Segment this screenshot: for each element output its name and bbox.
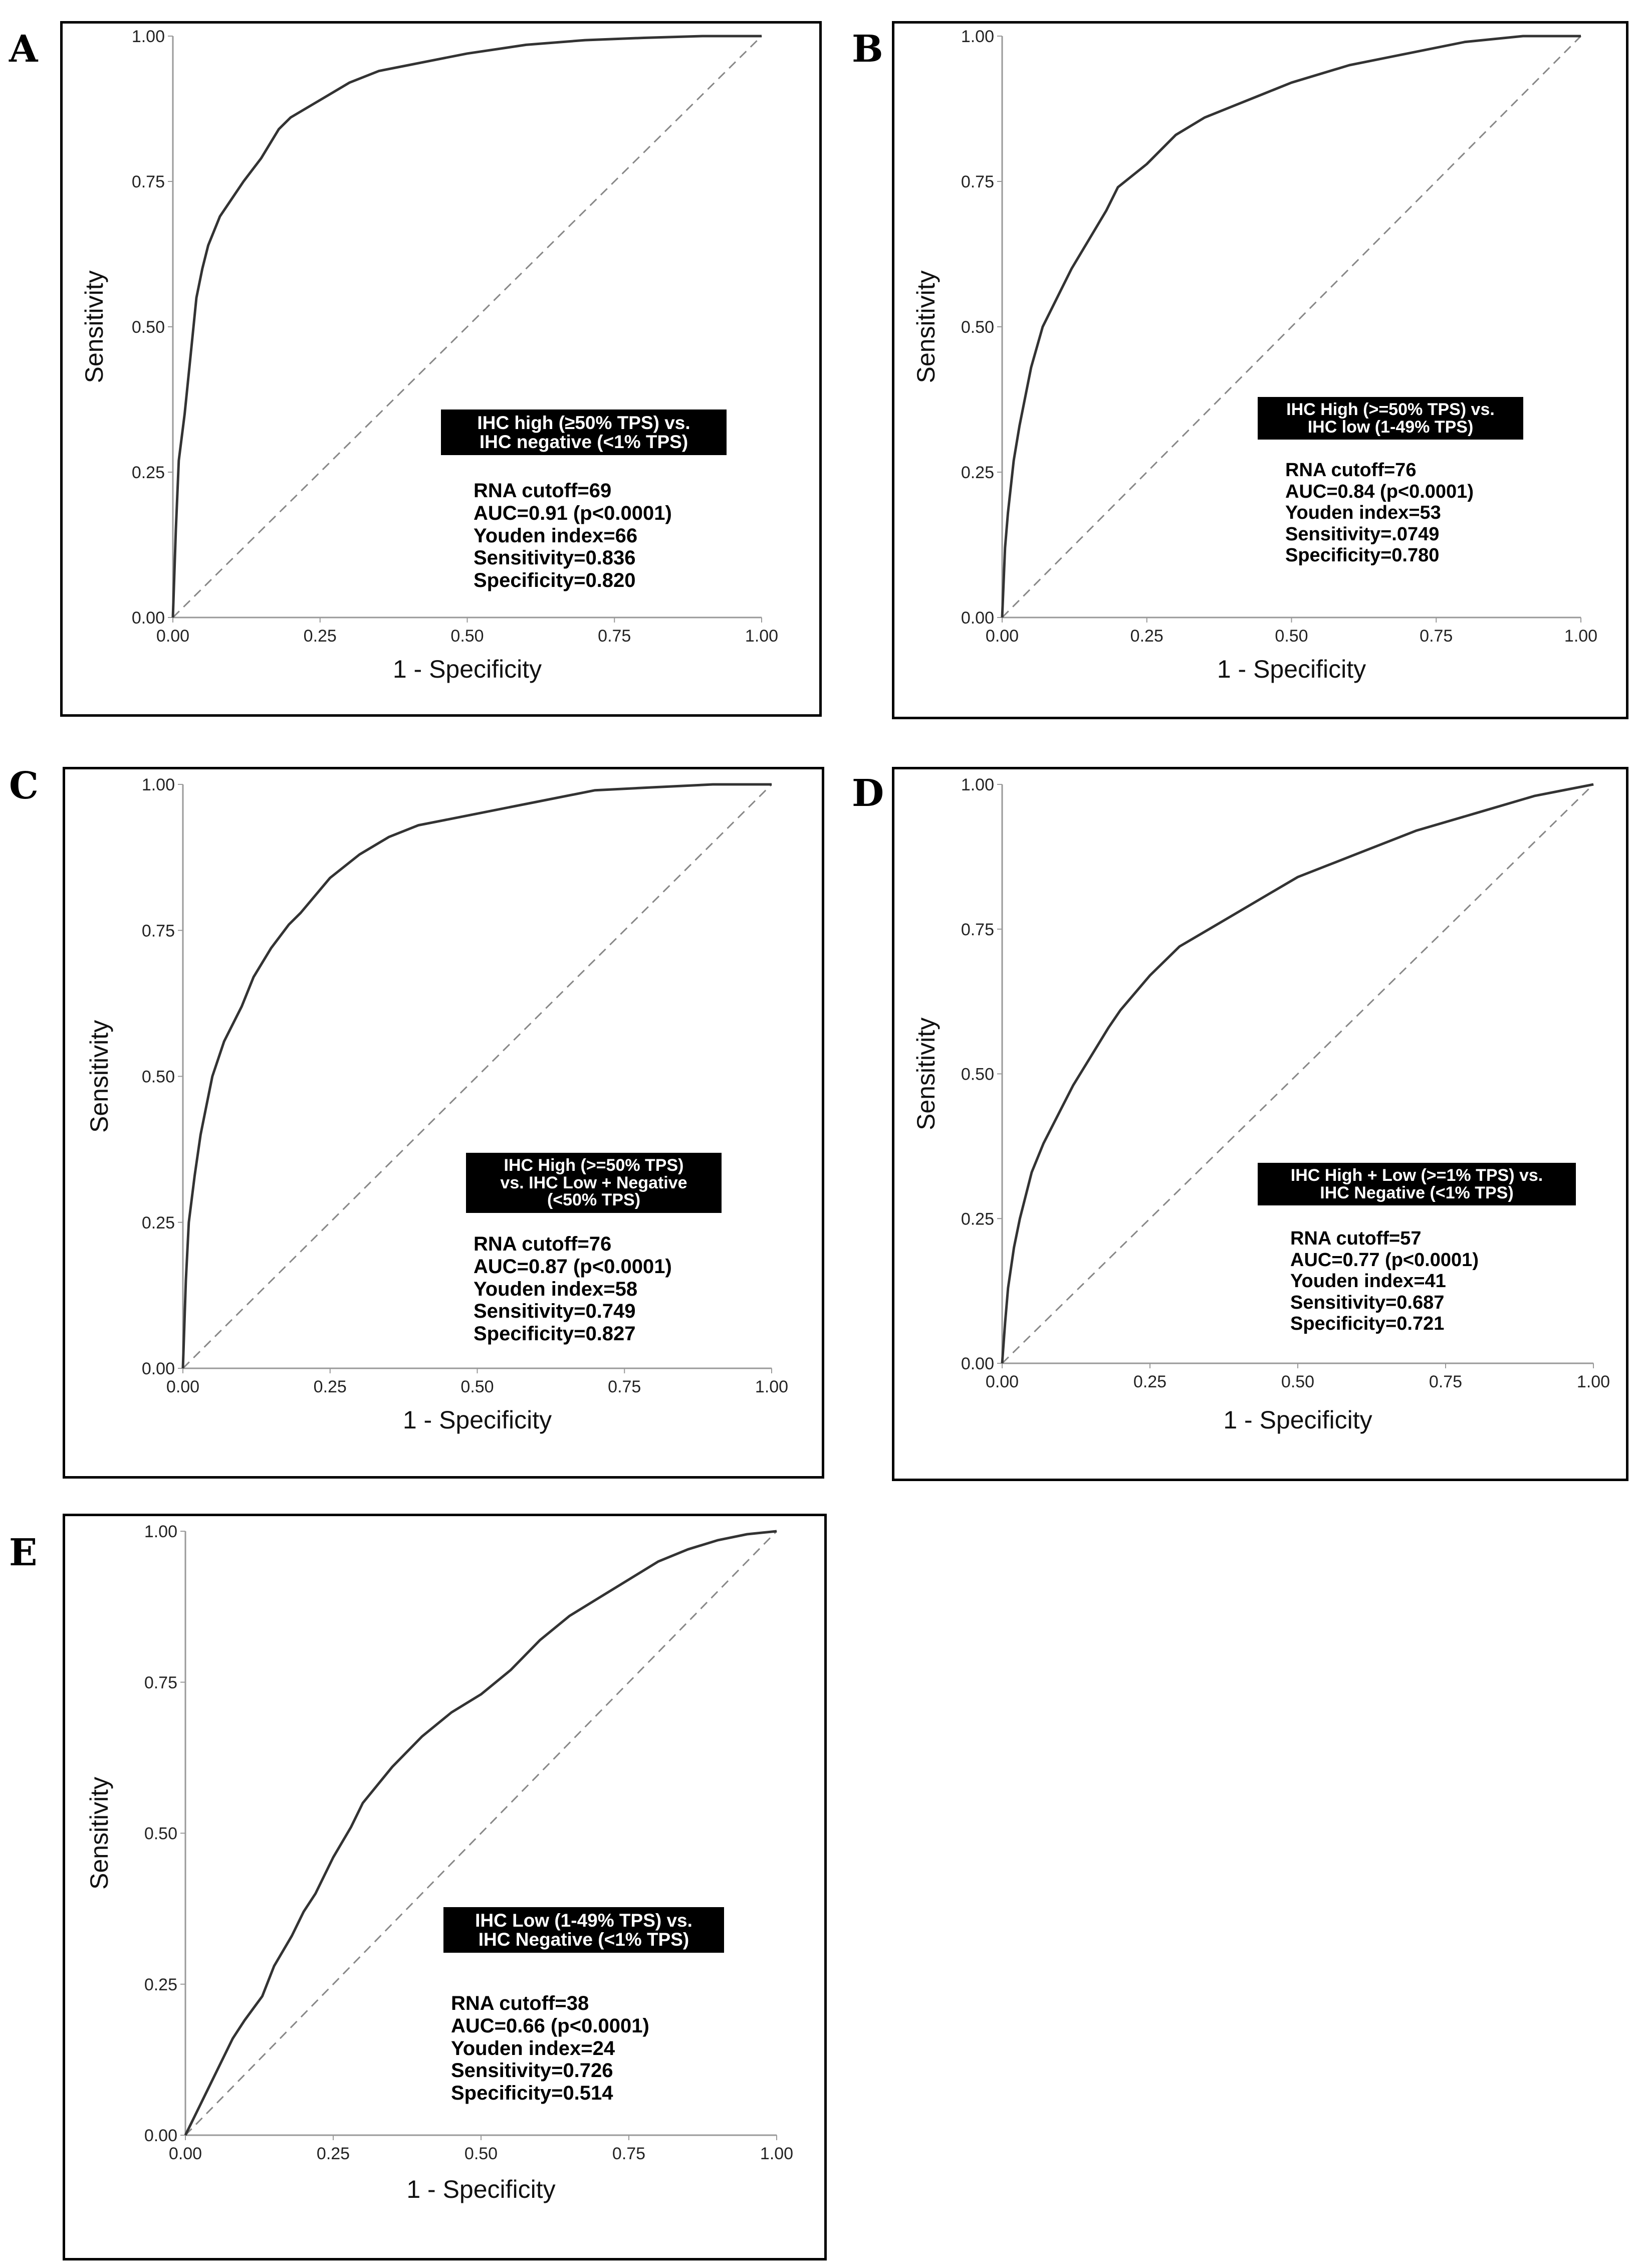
- y-tick-label: 0.00: [961, 1354, 994, 1373]
- roc-panel-c: [63, 767, 824, 1479]
- roc-panel-b: [892, 21, 1628, 719]
- panel-letter-a: A: [9, 28, 38, 71]
- x-tick-label: 0.00: [985, 627, 1019, 646]
- stats-line: Specificity=0.820: [474, 569, 636, 592]
- x-tick-label: 1.00: [760, 2144, 794, 2163]
- y-tick-label: 0.75: [961, 920, 994, 939]
- y-axis-title: Sensitivity: [85, 1019, 113, 1133]
- y-tick-label: 0.75: [131, 172, 165, 191]
- x-tick-label: 0.75: [608, 1377, 641, 1396]
- stats-block: [474, 1233, 672, 1345]
- stats-line: AUC=0.66 (p<0.0001): [451, 2014, 649, 2037]
- y-tick-label: 0.00: [131, 608, 165, 628]
- stats-line: AUC=0.77 (p<0.0001): [1290, 1249, 1479, 1271]
- legend-box: [443, 1907, 724, 1953]
- x-tick-label: 0.25: [316, 2144, 350, 2163]
- legend-box: [1258, 397, 1523, 440]
- legend-box: [441, 409, 727, 455]
- y-tick-label: 0.75: [144, 1673, 177, 1693]
- roc-plot-e: [65, 1516, 824, 2258]
- x-tick-label: 0.50: [450, 627, 484, 646]
- stats-line: RNA cutoff=76: [1285, 460, 1417, 481]
- legend-box: [1258, 1163, 1576, 1205]
- y-tick-label: 0.25: [961, 1209, 994, 1229]
- y-tick-label: 1.00: [961, 27, 994, 46]
- stats-line: Specificity=0.827: [474, 1323, 636, 1345]
- stats-line: AUC=0.91 (p<0.0001): [474, 502, 672, 524]
- stats-line: Sensitivity=.0749: [1285, 523, 1440, 545]
- x-axis-title: 1 - Specificity: [1217, 655, 1366, 683]
- legend-line: vs. IHC Low + Negative: [500, 1173, 687, 1192]
- legend-line: IHC High (>=50% TPS) vs.: [1286, 400, 1495, 419]
- x-tick-label: 0.00: [985, 1372, 1019, 1391]
- x-tick-label: 1.00: [1576, 1372, 1610, 1391]
- stats-line: Youden index=41: [1290, 1271, 1446, 1292]
- roc-panel-a: [60, 21, 822, 717]
- y-tick-label: 0.50: [961, 1065, 994, 1084]
- y-tick-label: 1.00: [141, 775, 175, 794]
- stats-line: RNA cutoff=38: [451, 1992, 589, 2014]
- legend-line: (<50% TPS): [547, 1190, 641, 1210]
- x-tick-label: 0.50: [460, 1377, 494, 1396]
- y-tick-label: 1.00: [144, 1522, 177, 1541]
- y-tick-label: 0.25: [961, 463, 994, 482]
- stats-line: Specificity=0.780: [1285, 545, 1440, 566]
- stats-line: Youden index=66: [474, 524, 638, 547]
- legend-line: IHC high (≥50% TPS) vs.: [477, 413, 690, 433]
- y-axis-title: Sensitivity: [80, 270, 108, 383]
- y-tick-label: 0.75: [961, 172, 994, 191]
- y-tick-label: 0.50: [131, 318, 165, 337]
- legend-line: IHC Negative (<1% TPS): [478, 1929, 689, 1950]
- y-tick-label: 0.00: [141, 1359, 175, 1378]
- stats-line: Sensitivity=0.749: [474, 1300, 636, 1323]
- y-tick-label: 0.25: [131, 463, 165, 482]
- x-tick-label: 0.00: [168, 2144, 202, 2163]
- x-tick-label: 0.25: [1130, 627, 1163, 646]
- panel-letter-d: D: [852, 772, 884, 815]
- y-tick-label: 0.50: [961, 318, 994, 337]
- panel-letter-e: E: [9, 1531, 38, 1574]
- legend-line: IHC High + Low (>=1% TPS) vs.: [1290, 1166, 1543, 1185]
- stats-block: [451, 1992, 649, 2105]
- y-tick-label: 1.00: [131, 27, 165, 46]
- legend-line: IHC Low (1-49% TPS) vs.: [475, 1910, 692, 1931]
- roc-plot-b: [894, 24, 1626, 717]
- x-tick-label: 0.25: [313, 1377, 347, 1396]
- stats-line: Sensitivity=0.836: [474, 547, 636, 569]
- stats-line: AUC=0.87 (p<0.0001): [474, 1255, 672, 1278]
- x-tick-label: 0.00: [166, 1377, 200, 1396]
- x-tick-label: 0.00: [156, 627, 190, 646]
- stats-line: RNA cutoff=76: [474, 1233, 612, 1255]
- stats-line: AUC=0.84 (p<0.0001): [1285, 481, 1474, 502]
- roc-plot-c: [65, 769, 822, 1476]
- y-tick-label: 0.50: [141, 1067, 175, 1087]
- x-tick-label: 0.75: [1429, 1372, 1463, 1391]
- y-axis-title: Sensitivity: [85, 1776, 113, 1890]
- x-axis-title: 1 - Specificity: [406, 2175, 556, 2203]
- stats-block: [1285, 460, 1474, 566]
- y-tick-label: 0.25: [144, 1975, 177, 1994]
- roc-panel-d: [892, 767, 1628, 1481]
- x-tick-label: 0.75: [1420, 627, 1453, 646]
- x-axis-title: 1 - Specificity: [392, 655, 542, 683]
- legend-line: IHC negative (<1% TPS): [479, 431, 688, 452]
- stats-block: [474, 480, 672, 592]
- y-tick-label: 0.00: [144, 2126, 177, 2145]
- y-tick-label: 0.75: [141, 921, 175, 941]
- legend-line: IHC low (1-49% TPS): [1307, 417, 1474, 437]
- stats-line: Specificity=0.721: [1290, 1313, 1445, 1335]
- x-tick-label: 0.25: [303, 627, 337, 646]
- y-tick-label: 0.50: [144, 1824, 177, 1843]
- y-tick-label: 1.00: [961, 775, 994, 794]
- x-tick-label: 0.50: [1275, 627, 1308, 646]
- x-tick-label: 0.75: [612, 2144, 646, 2163]
- x-tick-label: 0.50: [1281, 1372, 1315, 1391]
- panel-letter-b: B: [852, 28, 883, 71]
- stats-line: Sensitivity=0.687: [1290, 1292, 1445, 1313]
- x-tick-label: 1.00: [755, 1377, 789, 1396]
- x-tick-label: 0.50: [464, 2144, 498, 2163]
- stats-line: Youden index=58: [474, 1278, 638, 1300]
- x-tick-label: 1.00: [1564, 627, 1598, 646]
- y-tick-label: 0.25: [141, 1213, 175, 1232]
- legend-line: IHC High (>=50% TPS): [504, 1156, 684, 1175]
- x-tick-label: 0.75: [598, 627, 631, 646]
- reference-diagonal: [173, 36, 762, 617]
- x-axis-title: 1 - Specificity: [1223, 1406, 1372, 1434]
- roc-plot-d: [894, 769, 1626, 1479]
- roc-panel-e: [63, 1514, 827, 2260]
- stats-line: RNA cutoff=57: [1290, 1228, 1422, 1249]
- stats-line: Specificity=0.514: [451, 2082, 613, 2105]
- x-tick-label: 1.00: [745, 627, 779, 646]
- y-axis-title: Sensitivity: [912, 270, 940, 383]
- panel-letter-c: C: [9, 764, 39, 807]
- legend-box: [466, 1153, 722, 1213]
- y-axis-title: Sensitivity: [912, 1017, 940, 1131]
- stats-line: Sensitivity=0.726: [451, 2059, 613, 2082]
- stats-line: Youden index=53: [1285, 502, 1441, 524]
- x-tick-label: 0.25: [1133, 1372, 1167, 1391]
- x-axis-title: 1 - Specificity: [402, 1406, 552, 1434]
- roc-plot-a: [63, 24, 819, 714]
- legend-line: IHC Negative (<1% TPS): [1320, 1183, 1514, 1202]
- y-tick-label: 0.00: [961, 608, 994, 628]
- stats-line: Youden index=24: [451, 2037, 615, 2059]
- stats-block: [1290, 1228, 1479, 1335]
- stats-line: RNA cutoff=69: [474, 480, 612, 502]
